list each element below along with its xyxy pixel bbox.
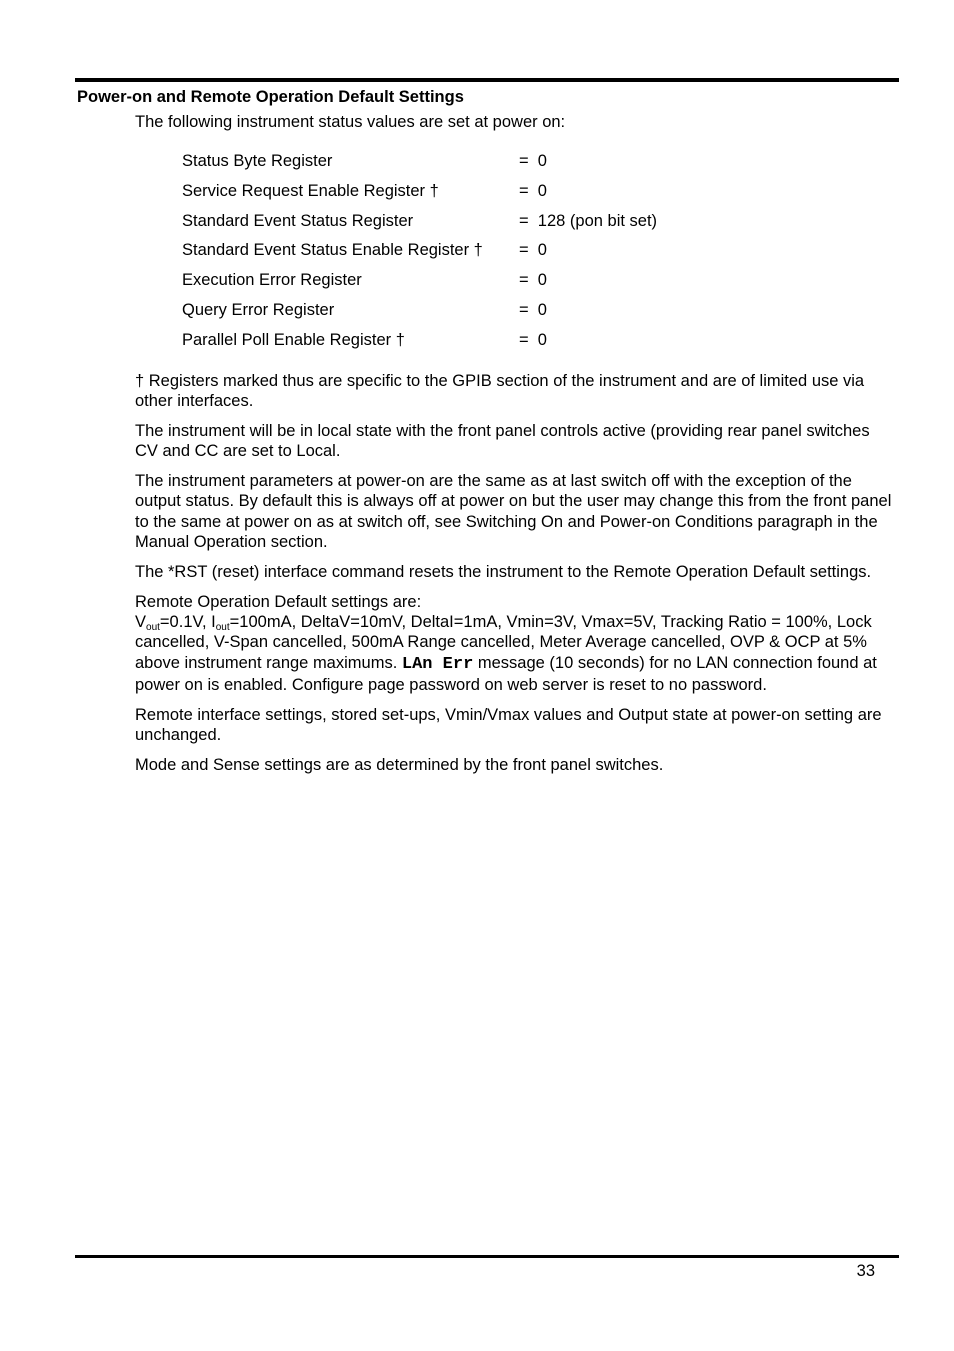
rst-paragraph: The *RST (reset) interface command resets the instrument to the Remote Operation Default settings. — [135, 562, 872, 581]
register-name: Parallel Poll Enable Register † — [182, 330, 405, 349]
lan-err-display-text: LAn Err — [401, 654, 474, 674]
body-text — [135, 371, 895, 785]
register-name: Status Byte Register — [182, 152, 333, 170]
unchanged-paragraph: Remote interface settings, stored set-ups, Vmin/Vmax values and Output state at power-on setting are unchanged. — [135, 705, 882, 744]
register-name: Query Error Register — [182, 300, 335, 319]
register-value: = 0 — [519, 300, 547, 319]
register-row — [182, 180, 657, 210]
bottom-rule — [75, 1255, 899, 1258]
voltage-symbol: V — [135, 612, 147, 631]
page-number: 33 — [856, 1262, 875, 1280]
register-row — [182, 210, 657, 240]
defaults-text: =100mA, DeltaV=10mV, DeltaI=1mA, Vmin=3V, Vmax=5V, Tracking Ratio = 100%, Lock cancelled, V-Span cancelled, 500mA Range cancelled, Meter Average cancelled, OVP & OCP at 5% above instrument range maximums. — [135, 612, 872, 672]
defaults-text: message (10 seconds) for no LAN connection found at power on is enabled. Configure page password on web server is reset to no password. — [135, 653, 877, 694]
register-value: = 128 (pon bit set) — [519, 211, 658, 230]
register-name: Standard Event Status Register — [182, 211, 414, 230]
register-value: = 0 — [519, 181, 547, 200]
register-table — [182, 150, 657, 359]
local-state-paragraph: The instrument will be in local state with the front panel controls active (providing rear panel switches CV and CC are set to Local. — [135, 422, 870, 461]
intro-text: The following instrument status values are set at power on: — [135, 113, 566, 131]
register-name: Standard Event Status Enable Register † — [182, 241, 483, 260]
defaults-text: =0.1V, I — [159, 612, 216, 631]
power-on-params-paragraph: The instrument parameters at power-on are the same as at last switch off with the exception of the output status. By default this is always off at power on but the user may change this from the front panel to the same at power on as at switch off, see Switching On and Power-on Conditions paragraph in the Manual Operation section. — [135, 472, 892, 552]
register-row — [182, 329, 657, 359]
register-value: = 0 — [519, 241, 547, 260]
register-row — [182, 269, 657, 299]
register-name: Execution Error Register — [182, 271, 362, 290]
section-heading: Power-on and Remote Operation Default Settings — [77, 88, 464, 106]
register-row — [182, 299, 657, 329]
top-rule — [75, 78, 899, 82]
defaults-paragraph — [135, 592, 895, 695]
register-row — [182, 239, 657, 269]
register-row — [182, 150, 657, 180]
out-subscript: out — [146, 621, 160, 633]
register-value: = 0 — [519, 330, 547, 349]
defaults-title: Remote Operation Default settings are: — [135, 592, 422, 611]
register-value: = 0 — [519, 271, 547, 290]
register-value: = 0 — [519, 152, 547, 170]
dagger-note: † Registers marked thus are specific to the GPIB section of the instrument and are of limited use via other interfaces. — [135, 372, 865, 411]
out-subscript: out — [215, 621, 230, 633]
register-name: Service Request Enable Register † — [182, 181, 439, 200]
mode-sense-paragraph: Mode and Sense settings are as determined by the front panel switches. — [135, 755, 664, 774]
